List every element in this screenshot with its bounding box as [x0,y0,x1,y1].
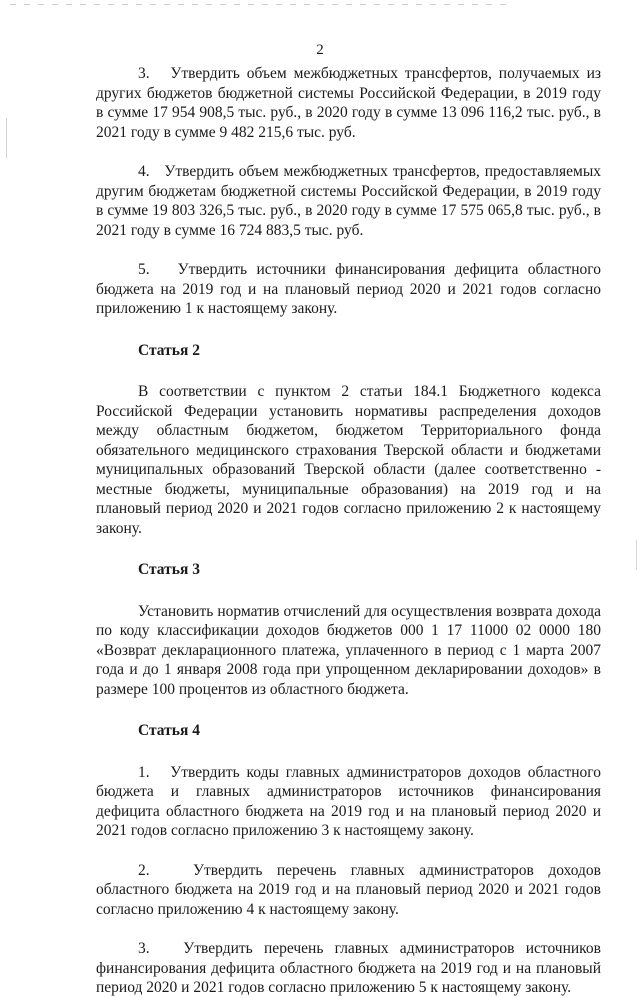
paragraph-article3: Установить норматив отчислений для осуществления возврата дохода по коду классификации доходов бюджетов 000 1 17 11000 02 0000 180 «Возврат декларационного платежа, уплаченного в период с 1 марта 2007 года и до 1 января 2008 года при упрощенном декларировании доходов» в размере 100 процентов из областного бюджета. [96,602,601,698]
paragraph-article2: В соответствии с пунктом 2 статьи 184.1 Бюджетного кодекса Российской Федерации установить нормативы распределения доходов между областным бюджетом, бюджетом Территориального фонда обязательного медицинского страхования Тверской области и бюджетами муниципальных образований Тверской области (далее соответственно - местные бюджеты, муниципальные образования) на 2019 год и на плановый период 2020 и 2021 годов согласно приложению 2 к настоящему закону. [96,383,601,537]
heading-article-2: Статья 2 [138,341,200,359]
scan-artifact-right [636,540,637,570]
scan-artifact-left [6,118,7,158]
scan-artifact-top [10,4,510,5]
page-number: 2 [316,42,324,58]
paragraph-article1-item3: 3. Утвердить объем межбюджетных трансфертов, получаемых из других бюджетов бюджетной системы Российской Федерации, в 2019 году в сумме 17 954 908,5 тыс. руб., в 2020 году в сумме 13 096 116,2 тыс. руб., в 2021 году в сумме 9 482 215,6 тыс. руб. [96,65,601,141]
paragraph-article1-item5: 5. Утвердить источники финансирования дефицита областного бюджета на 2019 год и на плановый период 2020 и 2021 годов согласно приложению 1 к настоящему закону. [96,261,601,317]
paragraph-article4-item3: 3. Утвердить перечень главных администраторов источников финансирования дефицита областного бюджета на 2019 год и на плановый период 2020 и 2021 годов согласно приложению 5 к настоящему закону. [96,940,601,996]
heading-article-3: Статья 3 [138,561,200,578]
heading-article-4: Статья 4 [138,722,200,739]
paragraph-article4-item1: 1. Утвердить коды главных администраторов доходов областного бюджета и главных администраторов источников финансирования дефицита областного бюджета на 2019 год и на плановый период 2020 и 2021 годов согласно приложению 3 к настоящему закону. [96,763,601,839]
paragraph-article4-item2: 2. Утвердить перечень главных администраторов доходов областного бюджета на 2019 год и на плановый период 2020 и 2021 годов согласно приложению 4 к настоящему закону. [96,861,601,918]
document-body [96,64,601,998]
paragraph-article1-item4: 4. Утвердить объем межбюджетных трансфертов, предоставляемых другим бюджетам бюджетной системы Российской Федерации, в 2019 году в сумме 19 803 326,5 тыс. руб., в 2020 году в сумме 17 575 065,8 тыс. руб., в 2021 году в сумме 16 724 883,5 тыс. руб. [96,163,601,239]
